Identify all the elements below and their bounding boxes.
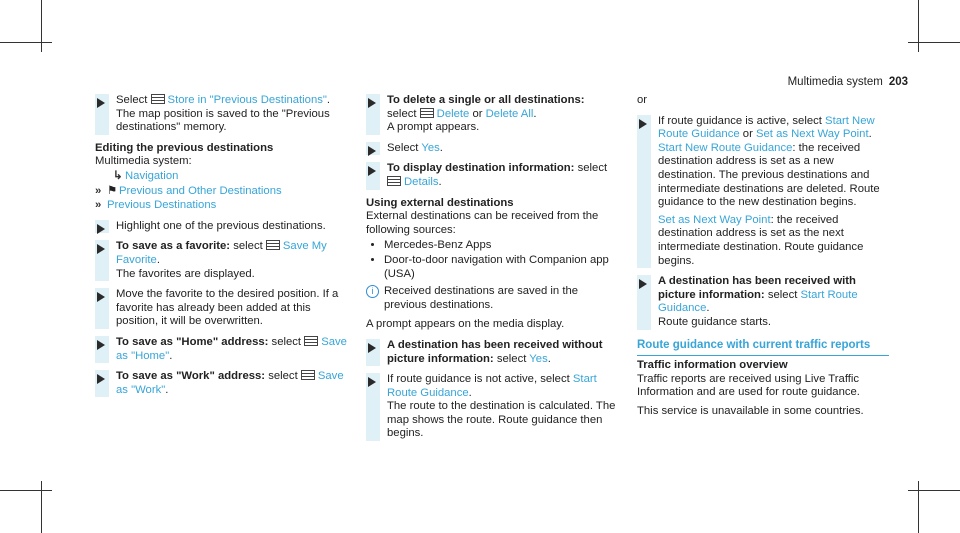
text: select [577, 162, 608, 175]
arrow-icon [97, 374, 105, 384]
list-item: • Mercedes-Benz Apps [384, 239, 621, 253]
start-route-guidance-link[interactable]: Start Route Guidance [387, 373, 597, 399]
text: or [472, 107, 483, 120]
flag-icon: ⚑ [107, 184, 118, 197]
arrow-icon [368, 166, 376, 176]
delete-link[interactable]: Delete [436, 107, 470, 120]
text: To display destination information: [387, 162, 575, 175]
delete-all-link[interactable]: Delete All [485, 107, 534, 120]
text: or [637, 94, 648, 106]
chevron-icon: » [95, 199, 102, 212]
text: To save as "Home" address: [116, 335, 269, 348]
menu-icon [304, 336, 318, 346]
details-link[interactable]: Details [404, 175, 439, 188]
arrow-icon [97, 244, 105, 254]
step-text: The favorites are displayed. [116, 267, 255, 280]
step-text: Move the favorite to the desired position. If a favorite has already been added at this position, it will be overwritten. [116, 288, 339, 328]
text: : the received destination address is set as the next intermediate destination. Route guidance begins. [658, 213, 864, 267]
text: To save as a favorite: [116, 240, 231, 253]
arrow-icon [97, 292, 105, 302]
start-new-route-link[interactable]: Start New Route Guidance [658, 114, 875, 141]
crop-mark [918, 0, 919, 52]
step [95, 370, 350, 397]
crop-mark [41, 481, 42, 533]
nav-path [95, 199, 350, 213]
arrow-icon [639, 119, 647, 129]
step [366, 94, 621, 135]
crop-mark [41, 0, 42, 52]
heading: Using external destinations [366, 196, 514, 209]
arrow-icon [97, 224, 105, 234]
step [95, 336, 350, 363]
column-2 [366, 94, 621, 448]
text: select [268, 370, 298, 383]
next-way-point-link[interactable]: Set as Next Way Point [755, 128, 869, 141]
system-label: Multimedia system: [95, 155, 192, 168]
chevron-icon: » [95, 184, 102, 197]
text: or [742, 128, 753, 141]
step-text: The map position is saved to the "Previous destinations" memory. [116, 107, 330, 134]
step-text: The route to the destination is calculated. The map shows the route. Route guidance then begins. [387, 400, 616, 440]
heading: Traffic information overview [637, 359, 788, 371]
page-header [788, 76, 908, 90]
yes-link[interactable]: Yes [529, 352, 548, 365]
header-title: Multimedia system [787, 76, 883, 88]
text: Select [116, 94, 148, 106]
save-favorite-link[interactable]: Save My Favorite [116, 240, 327, 266]
start-route-guidance-link[interactable]: Start Route Guidance [658, 288, 858, 315]
column-3 [637, 94, 892, 337]
text: Select [387, 141, 419, 154]
menu-icon [266, 240, 280, 250]
arrow-icon [97, 98, 105, 108]
list-item: • Door-to-door navigation with Companion app (USA) [384, 254, 621, 281]
heading: Editing the previous destinations [95, 141, 274, 154]
text: . [326, 94, 331, 106]
info-icon: i [366, 285, 379, 298]
text: select [387, 107, 417, 120]
paragraph: External destinations can be received from the following sources: [366, 210, 599, 236]
menu-icon [151, 94, 165, 104]
text: : the received destination address is set as a new destination. The previous destinations and intermediate destinations are deleted. Route guidance to the new destination begins. [658, 141, 880, 209]
text: . [533, 107, 537, 120]
text: select [233, 240, 263, 253]
arrow-icon [639, 279, 647, 289]
text: . [156, 253, 160, 266]
return-arrow-icon: ↳ [113, 169, 123, 182]
note [366, 285, 621, 312]
crop-mark [0, 490, 52, 491]
arrow-icon [368, 98, 376, 108]
page-number: 203 [888, 76, 908, 88]
step [95, 288, 350, 329]
section-title: Route guidance with current traffic reports [637, 339, 889, 356]
text: . [169, 349, 173, 362]
crop-mark [908, 42, 960, 43]
note-text: Received destinations are saved in the previous destinations. [384, 285, 579, 311]
step-text: Route guidance starts. [658, 315, 772, 328]
step [95, 240, 350, 281]
next-way-point-link[interactable]: Set as Next Way Point [658, 213, 771, 226]
text: . [439, 141, 443, 154]
nav-link[interactable]: Previous and Other Destinations [119, 184, 282, 197]
text: . [438, 175, 442, 188]
text: select [271, 335, 302, 348]
step [95, 94, 350, 135]
step-text: A prompt appears. [387, 121, 480, 134]
start-new-route-link[interactable]: Start New Route Guidance [658, 141, 793, 154]
text: select [496, 352, 527, 365]
paragraph: A prompt appears on the media display. [366, 318, 565, 331]
menu-icon [301, 370, 315, 380]
paragraph: Traffic reports are received using Live Traffic Information and are used for route guidance. [637, 372, 860, 399]
nav-path [95, 170, 350, 184]
menu-icon [420, 108, 434, 118]
text: If route guidance is not active, select [387, 373, 570, 386]
step-text: Highlight one of the previous destinations. [116, 219, 326, 232]
text: . [165, 383, 169, 396]
nav-path [95, 185, 350, 199]
step [366, 142, 621, 156]
save-work-link[interactable]: Save as "Work" [116, 370, 344, 396]
text: A destination has been received with picture information: [658, 275, 856, 301]
text: . [547, 352, 551, 365]
save-home-link[interactable]: Save as "Home" [116, 335, 347, 362]
yes-link[interactable]: Yes [421, 141, 440, 154]
step [95, 220, 350, 234]
text: To save as "Work" address: [116, 370, 266, 383]
crop-mark [918, 481, 919, 533]
step [366, 373, 621, 441]
arrow-icon [368, 343, 376, 353]
step [366, 162, 621, 189]
nav-link[interactable]: Previous Destinations [107, 199, 217, 212]
text: select [767, 288, 798, 301]
text: If route guidance is active, select [658, 114, 822, 127]
crop-mark [0, 42, 52, 43]
paragraph: This service is unavailable in some countries. [637, 404, 864, 417]
traffic-section [637, 359, 892, 420]
step [637, 115, 892, 269]
store-previous-link[interactable]: Store in "Previous Destinations" [167, 94, 327, 106]
step [366, 339, 621, 366]
arrow-icon [368, 146, 376, 156]
text: . [868, 128, 872, 141]
crop-mark [908, 490, 960, 491]
text: A destination has been received without picture information: [387, 338, 603, 365]
nav-link[interactable]: Navigation [125, 169, 179, 182]
column-1 [95, 94, 350, 404]
step [637, 275, 892, 329]
text: To delete a single or all destinations: [387, 94, 585, 106]
arrow-icon [97, 340, 105, 350]
source-list [366, 239, 621, 281]
text: . [468, 386, 472, 399]
text: . [706, 302, 710, 315]
menu-icon [387, 176, 401, 186]
arrow-icon [368, 377, 376, 387]
